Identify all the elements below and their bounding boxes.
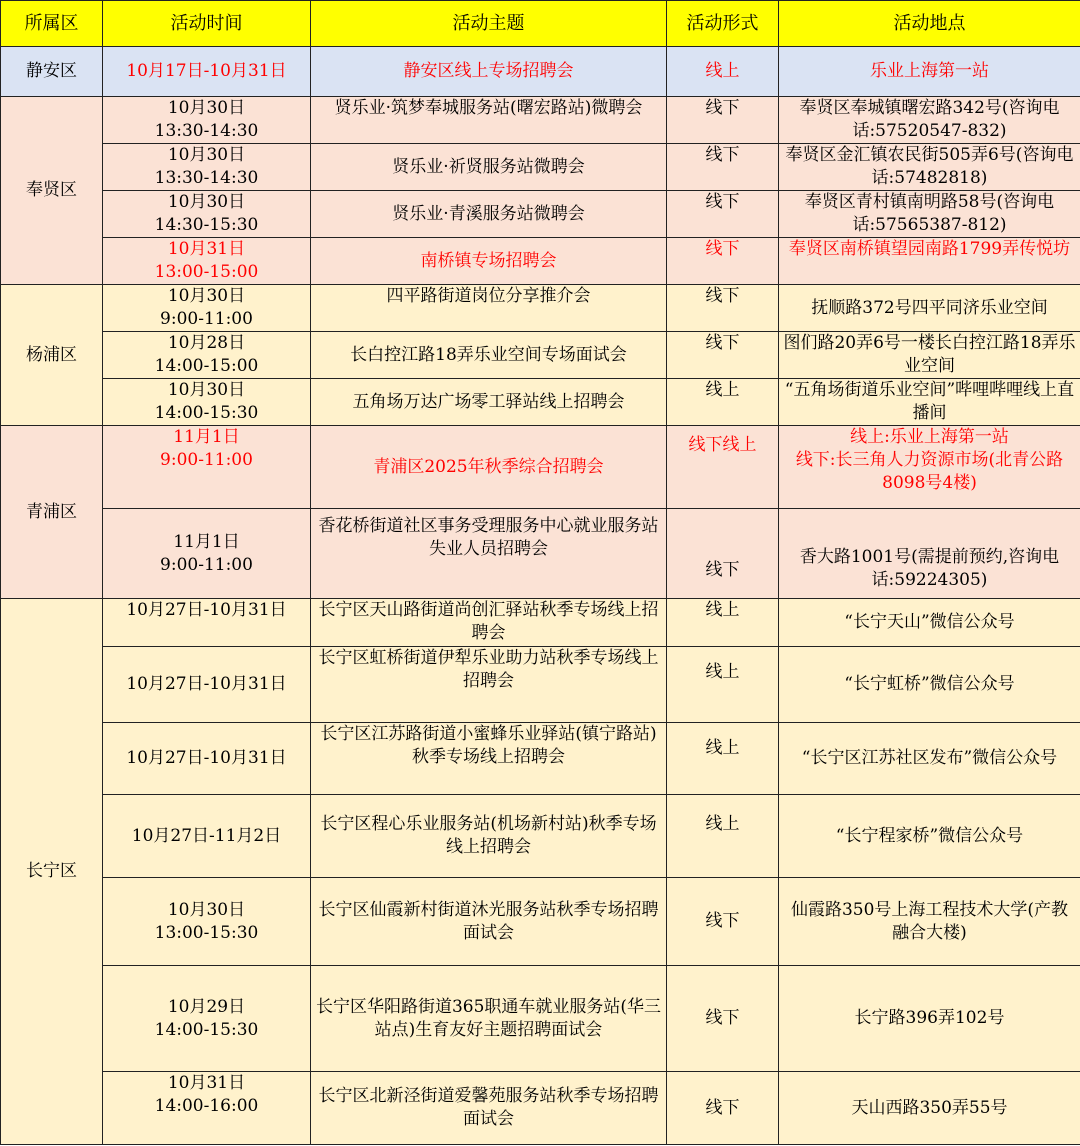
table-row [1,599,1080,647]
event-location: “长宁天山”微信公众号 [779,599,1080,647]
table-row [1,647,1080,723]
event-time [103,285,311,332]
event-time: 10月17日-10月31日 [103,47,311,97]
event-location: “长宁虹桥”微信公众号 [779,647,1080,723]
event-time [103,1072,311,1145]
event-time: 10月27日-11月2日 [103,795,311,878]
header-topic: 活动主题 [311,1,667,47]
event-time [103,878,311,966]
event-location: 奉贤区南桥镇望园南路1799弄传悦坊 [779,238,1080,285]
district-cell-changning: 长宁区 [1,599,103,1145]
event-format: 线下 [667,509,779,599]
event-location: “长宁程家桥”微信公众号 [779,795,1080,878]
event-hours: 13:30-14:30 [154,168,259,188]
event-time: 10月27日-10月31日 [103,647,311,723]
event-location: 奉贤区金汇镇农民街505弄6号(咨询电话:57482818) [779,144,1080,191]
event-format: 线下 [667,332,779,379]
event-time [103,509,311,599]
table-row [1,723,1080,795]
event-topic: 长宁区程心乐业服务站(机场新村站)秋季专场线上招聘会 [311,795,667,878]
event-hours: 13:30-14:30 [154,121,259,141]
event-date: 10月30日 [167,286,246,306]
event-topic: 长宁区虹桥街道伊犁乐业助力站秋季专场线上招聘会 [311,647,667,723]
table-row [1,97,1080,144]
event-topic: 四平路街道岗位分享推介会 [311,285,667,332]
event-topic: 长宁区江苏路街道小蜜蜂乐业驿站(镇宁路站)秋季专场线上招聘会 [311,723,667,795]
district-cell-yangpu: 杨浦区 [1,285,103,426]
table-row [1,379,1080,426]
event-topic: 长宁区仙霞新村街道沐光服务站秋季专场招聘面试会 [311,878,667,966]
event-time [103,191,311,238]
event-date: 10月28日 [167,333,246,353]
event-format: 线上 [667,647,779,723]
event-time [103,379,311,426]
event-hours: 14:00-15:00 [154,356,259,376]
event-format: 线下 [667,285,779,332]
event-topic: 青浦区2025年秋季综合招聘会 [311,426,667,509]
event-hours: 14:30-15:30 [154,215,259,235]
table-row [1,144,1080,191]
event-hours: 9:00-11:00 [160,450,253,470]
event-hours: 13:00-15:00 [154,262,259,282]
event-location [779,426,1080,509]
table-row [1,285,1080,332]
event-location: 抚顺路372号四平同济乐业空间 [779,285,1080,332]
event-format: 线下 [667,238,779,285]
event-date: 10月31日 [167,1073,246,1093]
event-format: 线上 [667,47,779,97]
table-row [1,47,1080,97]
event-format: 线下 [667,97,779,144]
event-topic: 长宁区北新泾街道爱馨苑服务站秋季专场招聘面试会 [311,1072,667,1145]
event-location: 奉贤区奉城镇曙宏路342号(咨询电话:57520547-832) [779,97,1080,144]
table-row [1,878,1080,966]
header-district: 所属区 [1,1,103,47]
event-location: 天山西路350弄55号 [779,1072,1080,1145]
table-row [1,191,1080,238]
event-date: 10月31日 [167,239,246,259]
event-topic: 南桥镇专场招聘会 [311,238,667,285]
event-hours: 14:00-15:30 [154,403,259,423]
event-date: 10月30日 [167,145,246,165]
event-topic: 贤乐业·筑梦奉城服务站(曙宏路站)微聘会 [311,97,667,144]
event-topic: 长宁区天山路街道尚创汇驿站秋季专场线上招聘会 [311,599,667,647]
table-row [1,1072,1080,1145]
event-time [103,238,311,285]
event-hours: 9:00-11:00 [160,309,253,329]
table-row [1,426,1080,509]
event-format: 线下 [667,878,779,966]
event-hours: 9:00-11:00 [160,554,253,575]
event-topic: 长宁区华阳路街道365职通车就业服务站(华三站点)生育友好主题招聘面试会 [311,966,667,1072]
event-time [103,426,311,509]
header-time: 活动时间 [103,1,311,47]
event-topic: 贤乐业·祈贤服务站微聘会 [311,144,667,191]
event-format: 线下 [667,966,779,1072]
event-time: 10月27日-10月31日 [103,599,311,647]
event-topic: 静安区线上专场招聘会 [311,47,667,97]
event-format: 线下 [667,1072,779,1145]
event-location: 奉贤区青村镇南明路58号(咨询电话:57565387-812) [779,191,1080,238]
event-time [103,966,311,1072]
event-location: “五角场街道乐业空间”哔哩哔哩线上直播间 [779,379,1080,426]
table-row [1,332,1080,379]
event-time [103,332,311,379]
event-location: 仙霞路350号上海工程技术大学(产教融合大楼) [779,878,1080,966]
header-location: 活动地点 [779,1,1080,47]
table-row [1,238,1080,285]
table-row [1,509,1080,599]
event-location: 图们路20弄6号一楼长白控江路18弄乐业空间 [779,332,1080,379]
event-topic: 五角场万达广场零工驿站线上招聘会 [311,379,667,426]
event-format: 线上 [667,379,779,426]
district-cell-jingan: 静安区 [1,47,103,97]
district-cell-fengxian: 奉贤区 [1,97,103,285]
event-date: 10月30日 [167,192,246,212]
header-format: 活动形式 [667,1,779,47]
event-hours: 14:00-16:00 [154,1096,259,1116]
event-format: 线下线上 [667,426,779,509]
event-format: 线下 [667,191,779,238]
event-date: 10月30日 [167,98,246,118]
event-time [103,97,311,144]
event-time [103,144,311,191]
event-format: 线上 [667,599,779,647]
event-date: 10月30日 [167,380,246,400]
event-date: 10月30日 [167,899,246,920]
header-row [1,1,1080,47]
event-date: 10月29日 [167,996,246,1017]
event-format: 线下 [667,144,779,191]
event-location: 长宁路396弄102号 [779,966,1080,1072]
event-topic: 贤乐业·青溪服务站微聘会 [311,191,667,238]
event-hours: 13:00-15:30 [154,922,259,943]
event-hours: 14:00-15:30 [154,1019,259,1040]
event-topic: 香花桥街道社区事务受理服务中心就业服务站失业人员招聘会 [311,509,667,599]
event-location-offline: 线下:长三角人力资源市场(北青公路8098号4楼) [795,450,1064,493]
event-location: “长宁区江苏社区发布”微信公众号 [779,723,1080,795]
district-cell-qingpu: 青浦区 [1,426,103,599]
event-location: 香大路1001号(需提前预约,咨询电话:59224305) [779,509,1080,599]
event-format: 线上 [667,795,779,878]
event-location: 乐业上海第一站 [779,47,1080,97]
table-row [1,795,1080,878]
event-topic: 长白控江路18弄乐业空间专场面试会 [311,332,667,379]
table-row [1,966,1080,1072]
event-time: 10月27日-10月31日 [103,723,311,795]
event-date: 11月1日 [173,531,240,552]
event-format: 线上 [667,723,779,795]
event-location-online: 线上:乐业上海第一站 [850,427,1009,447]
event-date: 11月1日 [173,427,240,447]
